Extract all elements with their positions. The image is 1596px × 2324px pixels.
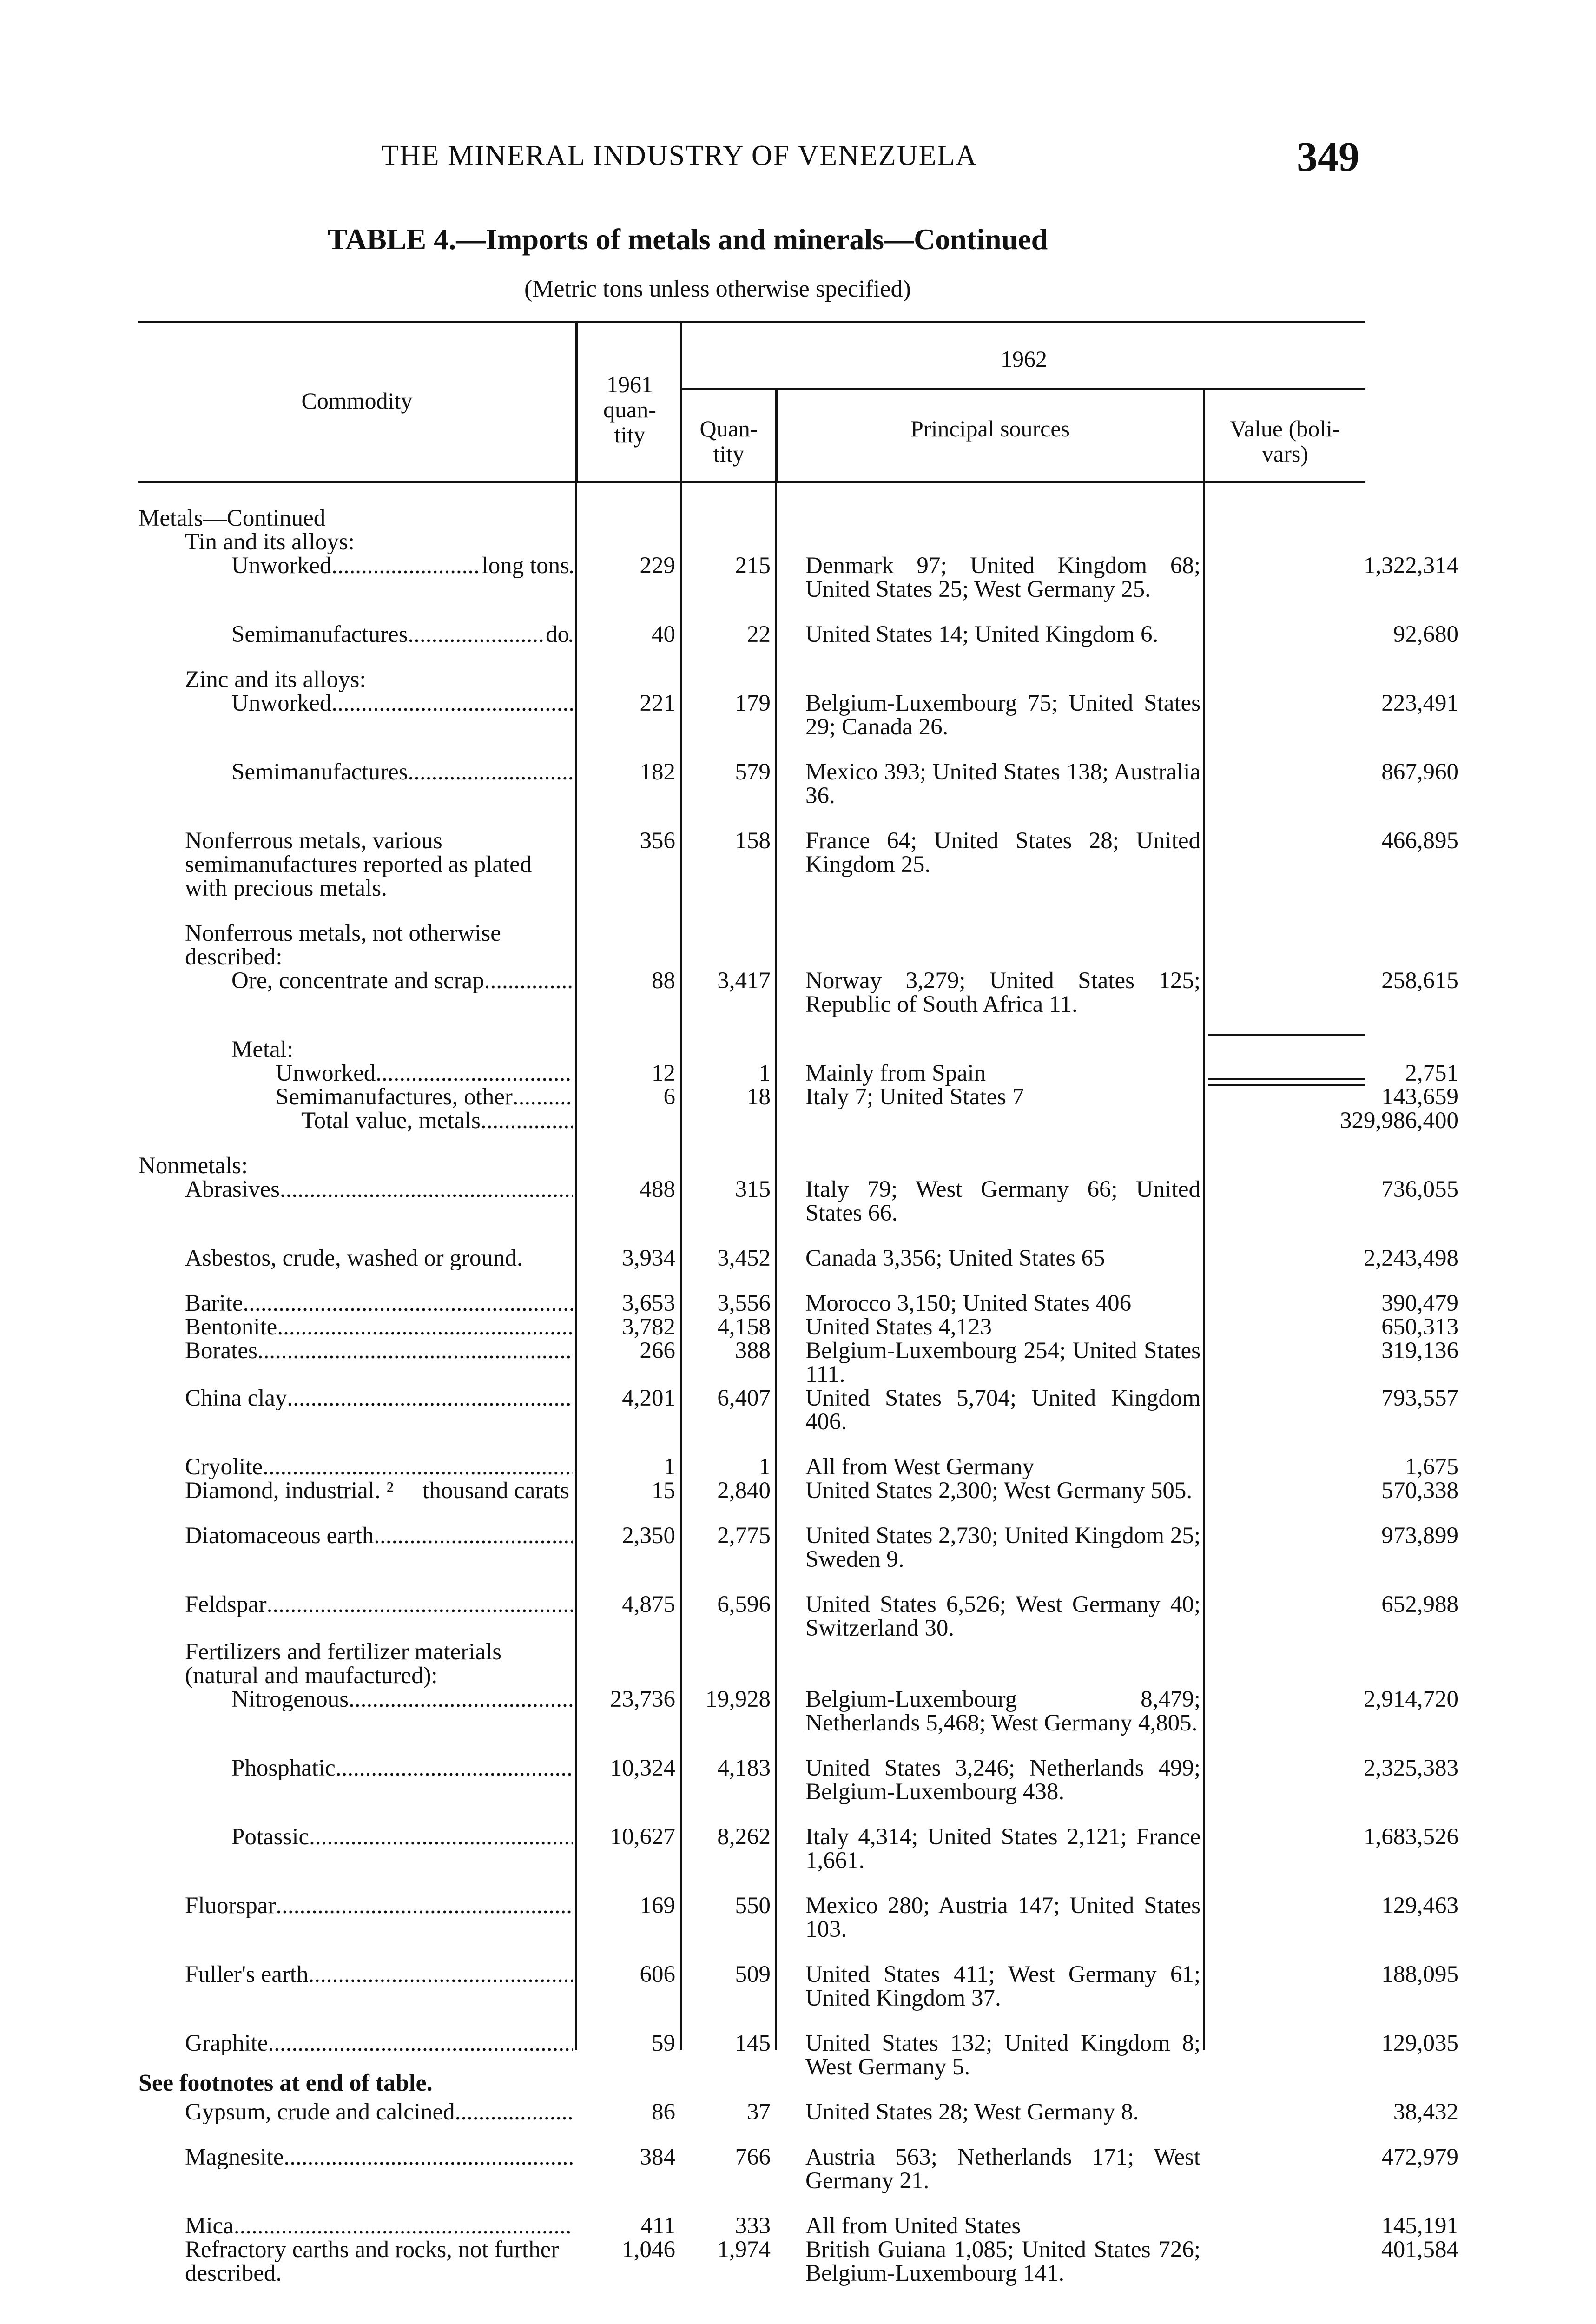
quantity-1962-cell: 4,158 — [717, 1314, 771, 1340]
commodity-label: Abrasives ..... — [185, 1178, 280, 1202]
commodity-label: Zinc and its alloys: — [185, 668, 366, 692]
value-cell: 466,895 — [1381, 828, 1458, 854]
commodity-label: Unworked ..... — [276, 1062, 376, 1085]
commodity-cell — [138, 1154, 573, 1178]
table-row — [0, 623, 1596, 647]
commodity-cell — [138, 922, 573, 969]
commodity-label: Asbestos, crude, washed or ground. — [185, 1247, 523, 1270]
commodity-cell — [138, 1479, 573, 1503]
row-spacer — [0, 1225, 1596, 1247]
quantity-1962-cell: 2,840 — [717, 1478, 771, 1504]
quantity-1962-cell: 6,596 — [717, 1591, 771, 1618]
commodity-label: Unworked ..... — [231, 554, 331, 578]
value-cell: 650,313 — [1381, 1314, 1458, 1340]
table-subtitle: (Metric tons unless otherwise specified) — [524, 276, 911, 302]
row-spacer — [0, 1941, 1596, 1963]
quantity-1962-cell: 333 — [735, 2213, 771, 2239]
value-cell: 1,322,314 — [1364, 553, 1458, 579]
commodity-cell — [138, 1178, 573, 1202]
quantity-1962-cell: 4,183 — [717, 1755, 771, 1781]
commodity-cell — [138, 1756, 573, 1780]
table-row — [0, 1154, 1596, 1178]
commodity-label: Nonferrous metals, various semimanufactures reported as plated with precious metals. — [185, 829, 532, 900]
header-1962-quantity: Quan- tity — [699, 416, 758, 467]
value-cell: 143,659 — [1381, 1084, 1458, 1110]
row-spacer — [0, 2193, 1596, 2214]
row-spacer — [0, 1503, 1596, 1524]
quantity-1961-cell: 23,736 — [610, 1686, 675, 1712]
value-cell: 2,751 — [1405, 1060, 1458, 1086]
principal-sources-cell: United States 132; United Kingdom 8; West Germany 5. — [805, 2030, 1200, 2080]
quantity-1962-cell: 145 — [735, 2030, 771, 2056]
principal-sources-cell: United States 4,123 — [805, 1314, 992, 1340]
table-body — [0, 507, 1596, 2285]
table-row — [0, 1688, 1596, 1735]
commodity-label: Cryolite ..... — [185, 1455, 263, 1479]
commodity-cell — [138, 692, 573, 715]
commodity-cell — [138, 623, 573, 647]
commodity-unit: long tons — [479, 554, 569, 578]
page-number: 349 — [1297, 134, 1359, 180]
commodity-label: Barite ..... — [185, 1292, 243, 1315]
value-cell: 188,095 — [1381, 1961, 1458, 1987]
commodity-label: Borates ..... — [185, 1339, 257, 1363]
table-row — [0, 1386, 1596, 1434]
value-cell: 867,960 — [1381, 759, 1458, 785]
commodity-cell — [138, 1825, 573, 1849]
commodity-label: Unworked ..... — [231, 692, 331, 715]
commodity-cell — [138, 829, 573, 900]
row-spacer — [0, 1434, 1596, 1455]
quantity-1961-cell: 3,782 — [622, 1314, 675, 1340]
commodity-cell — [138, 1593, 573, 1617]
commodity-label: Refractory earths and rocks, not further described. — [185, 2238, 559, 2285]
quantity-1962-cell: 158 — [735, 828, 771, 854]
quantity-1962-cell: 550 — [735, 1893, 771, 1919]
quantity-1962-cell: 509 — [735, 1961, 771, 1987]
value-cell: 652,988 — [1381, 1591, 1458, 1618]
commodity-label: Nonferrous metals, not otherwise described: — [185, 922, 501, 969]
principal-sources-cell: Italy 79; West Germany 66; United States 66. — [805, 1176, 1200, 1226]
principal-sources-cell: Denmark 97; United Kingdom 68; United States 25; West Germany 25. — [805, 553, 1200, 602]
commodity-label: Metal: — [231, 1038, 294, 1062]
table-row — [0, 1825, 1596, 1873]
table-row — [0, 2238, 1596, 2285]
quantity-1961-cell: 411 — [640, 2213, 675, 2239]
principal-sources-cell: United States 2,300; West Germany 505. — [805, 1478, 1193, 1504]
table-row — [0, 1640, 1596, 1688]
table-row — [0, 922, 1596, 969]
commodity-cell — [138, 1109, 573, 1133]
header-divider-1 — [575, 321, 578, 482]
table-title: TABLE 4.—Imports of metals and minerals—Continued — [328, 223, 1048, 256]
value-cell: 258,615 — [1381, 968, 1458, 994]
commodity-label: Diamond, industrial. ² — [185, 1479, 394, 1503]
quantity-1961-cell: 59 — [652, 2030, 675, 2056]
row-spacer — [0, 739, 1596, 760]
commodity-label: China clay ..... — [185, 1386, 287, 1410]
quantity-1962-cell: 22 — [747, 621, 771, 647]
table-row — [0, 1524, 1596, 1571]
quantity-1961-cell: 10,324 — [610, 1755, 675, 1781]
row-spacer — [0, 2124, 1596, 2146]
principal-sources-cell: France 64; United States 28; United Kingdom 25. — [805, 828, 1200, 878]
quantity-1961-cell: 356 — [640, 828, 675, 854]
quantity-1961-cell: 4,875 — [622, 1591, 675, 1618]
row-spacer — [0, 1270, 1596, 1292]
table-row — [0, 1038, 1596, 1062]
quantity-1962-cell: 6,407 — [717, 1385, 771, 1411]
value-cell: 319,136 — [1381, 1338, 1458, 1364]
row-spacer — [0, 1873, 1596, 1894]
quantity-1961-cell: 3,653 — [622, 1290, 675, 1316]
table-row — [0, 530, 1596, 554]
quantity-1962-cell: 579 — [735, 759, 771, 785]
commodity-cell — [138, 2146, 573, 2169]
principal-sources-cell: Belgium-Luxembourg 8,479; Netherlands 5,468; West Germany 4,805. — [805, 1686, 1200, 1736]
quantity-1961-cell: 488 — [640, 1176, 675, 1202]
commodity-label: Tin and its alloys: — [185, 530, 355, 554]
principal-sources-cell: Canada 3,356; United States 65 — [805, 1245, 1105, 1271]
table-row — [0, 1109, 1596, 1133]
table-row — [0, 1894, 1596, 1941]
value-cell: 2,325,383 — [1364, 1755, 1458, 1781]
table-row — [0, 1247, 1596, 1270]
running-head: THE MINERAL INDUSTRY OF VENEZUELA — [381, 140, 977, 172]
quantity-1961-cell: 10,627 — [610, 1824, 675, 1850]
quantity-1961-cell: 6 — [663, 1084, 675, 1110]
table-row — [0, 2214, 1596, 2238]
commodity-cell — [138, 969, 573, 993]
quantity-1962-cell: 37 — [747, 2099, 771, 2125]
table-row — [0, 1756, 1596, 1804]
commodity-label: Magnesite ..... — [185, 2146, 284, 2169]
quantity-1961-cell: 40 — [652, 621, 675, 647]
row-spacer — [0, 808, 1596, 829]
header-divider-4 — [1203, 390, 1205, 482]
value-cell: 793,557 — [1381, 1385, 1458, 1411]
commodity-label: Phosphatic ..... — [231, 1756, 336, 1780]
row-spacer — [0, 1735, 1596, 1756]
commodity-label: Gypsum, crude and calcined ..... — [185, 2100, 455, 2124]
commodity-label: Semimanufactures ..... — [231, 760, 408, 784]
commodity-cell — [138, 668, 573, 692]
total-value-rule-2 — [1208, 1078, 1365, 1080]
value-cell: 129,463 — [1381, 1893, 1458, 1919]
quantity-1961-cell: 86 — [652, 2099, 675, 2125]
principal-sources-cell: Italy 4,314; United States 2,121; France 1,661. — [805, 1824, 1200, 1874]
principal-sources-cell: British Guiana 1,085; United States 726; Belgium-Luxembourg 141. — [805, 2237, 1200, 2286]
value-cell: 973,899 — [1381, 1523, 1458, 1549]
principal-sources-cell: All from United States — [805, 2213, 1021, 2239]
value-cell: 145,191 — [1381, 2213, 1458, 2239]
value-cell: 92,680 — [1393, 621, 1458, 647]
table-row — [0, 1479, 1596, 1503]
quantity-1962-cell: 215 — [735, 553, 771, 579]
row-spacer — [0, 1804, 1596, 1825]
quantity-1962-cell: 3,417 — [717, 968, 771, 994]
table-row — [0, 1085, 1596, 1109]
table-row — [0, 1178, 1596, 1225]
row-spacer — [0, 601, 1596, 623]
commodity-cell — [138, 2214, 573, 2238]
total-value-rule-3 — [1208, 1084, 1365, 1086]
commodity-cell — [138, 1688, 573, 1711]
commodity-label: Fluorspar ..... — [185, 1894, 276, 1918]
table-row — [0, 1593, 1596, 1640]
value-cell: 390,479 — [1381, 1290, 1458, 1316]
quantity-1962-cell: 179 — [735, 690, 771, 716]
principal-sources-cell: Belgium-Luxembourg 254; United States 111. — [805, 1338, 1200, 1387]
commodity-label: Nonmetals: — [138, 1154, 248, 1178]
table-row — [0, 507, 1596, 530]
header-1962: 1962 — [1001, 346, 1047, 372]
header-principal-sources: Principal sources — [910, 416, 1070, 442]
commodity-cell — [138, 1315, 573, 1339]
commodity-unit: thousand carats — [420, 1479, 569, 1503]
header-commodity: Commodity — [301, 388, 413, 414]
table-row — [0, 2146, 1596, 2193]
quantity-1962-cell: 8,262 — [717, 1824, 771, 1850]
commodity-cell — [138, 530, 573, 554]
quantity-1962-cell: 2,775 — [717, 1523, 771, 1549]
principal-sources-cell: Norway 3,279; United States 125; Republic of South Africa 11. — [805, 968, 1200, 1017]
commodity-cell — [138, 507, 573, 530]
commodity-cell — [138, 2100, 573, 2124]
quantity-1962-cell: 3,556 — [717, 1290, 771, 1316]
commodity-cell — [138, 1062, 573, 1085]
principal-sources-cell: Mexico 393; United States 138; Australia 36. — [805, 759, 1200, 809]
commodity-cell — [138, 1038, 573, 1062]
commodity-cell — [138, 1339, 573, 1363]
header-top-rule — [138, 321, 1365, 323]
commodity-label: Semimanufactures ..... — [231, 623, 408, 647]
commodity-label: Nitrogenous ..... — [231, 1688, 349, 1711]
commodity-label: Feldspar ..... — [185, 1593, 267, 1617]
row-spacer — [0, 900, 1596, 922]
value-cell: 2,243,498 — [1364, 1245, 1458, 1271]
quantity-1961-cell: 1 — [663, 1454, 675, 1480]
quantity-1961-cell: 266 — [640, 1338, 675, 1364]
principal-sources-cell: All from West Germany — [805, 1454, 1035, 1480]
principal-sources-cell: United States 3,246; Netherlands 499; Belgium-Luxembourg 438. — [805, 1755, 1200, 1805]
commodity-label: Graphite ..... — [185, 2032, 268, 2055]
quantity-1962-cell: 315 — [735, 1176, 771, 1202]
table-row — [0, 969, 1596, 1017]
quantity-1962-cell: 766 — [735, 2144, 771, 2170]
header-bottom-rule — [138, 481, 1365, 483]
quantity-1961-cell: 606 — [640, 1961, 675, 1987]
header-1962-rule — [682, 388, 1365, 390]
row-spacer — [0, 1133, 1596, 1154]
quantity-1962-cell: 1 — [758, 1060, 771, 1086]
commodity-label: Bentonite ..... — [185, 1315, 277, 1339]
footnote-note: See footnotes at end of table. — [138, 2070, 433, 2096]
value-cell: 223,491 — [1381, 690, 1458, 716]
commodity-label: Diatomaceous earth ..... — [185, 1524, 374, 1548]
quantity-1962-cell: 1 — [758, 1454, 771, 1480]
quantity-1961-cell: 221 — [640, 690, 675, 716]
commodity-label: Ore, concentrate and scrap ..... — [231, 969, 484, 993]
commodity-label: Fertilizers and fertilizer materials (natural and maufactured): — [185, 1640, 502, 1688]
quantity-1961-cell: 182 — [640, 759, 675, 785]
quantity-1961-cell: 169 — [640, 1893, 675, 1919]
principal-sources-cell: Mexico 280; Austria 147; United States 103. — [805, 1893, 1200, 1942]
table-row — [0, 554, 1596, 601]
table-row — [0, 692, 1596, 739]
principal-sources-cell: Austria 563; Netherlands 171; West Germany 21. — [805, 2144, 1200, 2194]
table-row — [0, 2100, 1596, 2124]
quantity-1962-cell: 19,928 — [705, 1686, 771, 1712]
commodity-unit: do — [543, 623, 569, 647]
header-1961-quantity: 1961 quan- tity — [603, 371, 656, 448]
value-cell: 472,979 — [1381, 2144, 1458, 2170]
commodity-label: Mica ..... — [185, 2214, 234, 2238]
table-row — [0, 668, 1596, 692]
value-cell: 38,432 — [1393, 2099, 1458, 2125]
commodity-cell — [138, 1640, 573, 1688]
principal-sources-cell: United States 5,704; United Kingdom 406. — [805, 1385, 1200, 1435]
value-cell: 129,035 — [1381, 2030, 1458, 2056]
table-row — [0, 829, 1596, 900]
commodity-cell — [138, 1292, 573, 1315]
table-row — [0, 760, 1596, 808]
principal-sources-cell: United States 14; United Kingdom 6. — [805, 621, 1159, 647]
principal-sources-cell: United States 6,526; West Germany 40; Switzerland 30. — [805, 1591, 1200, 1641]
principal-sources-cell: Belgium-Luxembourg 75; United States 29; Canada 26. — [805, 690, 1200, 740]
commodity-label: Metals—Continued — [138, 507, 326, 530]
quantity-1961-cell: 3,934 — [622, 1245, 675, 1271]
commodity-cell — [138, 1524, 573, 1548]
principal-sources-cell: Mainly from Spain — [805, 1060, 986, 1086]
commodity-cell — [138, 2238, 573, 2285]
quantity-1961-cell: 88 — [652, 968, 675, 994]
table-row — [0, 1292, 1596, 1315]
commodity-cell — [138, 1085, 573, 1109]
quantity-1962-cell: 388 — [735, 1338, 771, 1364]
table-row — [0, 1315, 1596, 1339]
value-cell: 570,338 — [1381, 1478, 1458, 1504]
quantity-1961-cell: 15 — [652, 1478, 675, 1504]
row-spacer — [0, 2010, 1596, 2032]
commodity-label: Potassic ..... — [231, 1825, 309, 1849]
commodity-cell — [138, 1963, 573, 1987]
principal-sources-cell: United States 28; West Germany 8. — [805, 2099, 1139, 2125]
value-cell: 736,055 — [1381, 1176, 1458, 1202]
header-divider-2 — [680, 321, 682, 482]
table-row — [0, 1062, 1596, 1085]
quantity-1962-cell: 3,452 — [717, 1245, 771, 1271]
principal-sources-cell: United States 411; West Germany 61; United Kingdom 37. — [805, 1961, 1200, 2011]
commodity-cell — [138, 760, 573, 784]
quantity-1962-cell: 18 — [747, 1084, 771, 1110]
quantity-1961-cell: 229 — [640, 553, 675, 579]
value-cell: 1,683,526 — [1364, 1824, 1458, 1850]
value-cell: 401,584 — [1381, 2237, 1458, 2263]
quantity-1961-cell: 4,201 — [622, 1385, 675, 1411]
table-row — [0, 1963, 1596, 2010]
principal-sources-cell: Morocco 3,150; United States 406 — [805, 1290, 1132, 1316]
commodity-cell — [138, 1247, 573, 1270]
commodity-label: Semimanufactures, other ..... — [276, 1085, 513, 1109]
commodity-cell — [138, 1386, 573, 1410]
quantity-1961-cell: 2,350 — [622, 1523, 675, 1549]
value-cell: 329,986,400 — [1340, 1108, 1458, 1134]
table-row — [0, 1339, 1596, 1386]
quantity-1961-cell: 12 — [652, 1060, 675, 1086]
commodity-cell — [138, 1455, 573, 1479]
total-value-rule-1 — [1208, 1034, 1365, 1036]
commodity-label: Fuller's earth ..... — [185, 1963, 309, 1987]
row-spacer — [0, 647, 1596, 668]
principal-sources-cell: Italy 7; United States 7 — [805, 1084, 1024, 1110]
header-value: Value (boli- vars) — [1230, 416, 1340, 467]
quantity-1962-cell: 1,974 — [717, 2237, 771, 2263]
quantity-1961-cell: 384 — [640, 2144, 675, 2170]
value-cell: 2,914,720 — [1364, 1686, 1458, 1712]
commodity-label: Total value, metals ..... — [301, 1109, 481, 1133]
row-spacer — [0, 1571, 1596, 1593]
value-cell: 1,675 — [1405, 1454, 1458, 1480]
quantity-1961-cell: 1,046 — [622, 2237, 675, 2263]
table-row — [0, 1455, 1596, 1479]
commodity-cell — [138, 554, 573, 578]
commodity-cell — [138, 2032, 573, 2055]
commodity-cell — [138, 1894, 573, 1918]
principal-sources-cell: United States 2,730; United Kingdom 25; Sweden 9. — [805, 1523, 1200, 1572]
